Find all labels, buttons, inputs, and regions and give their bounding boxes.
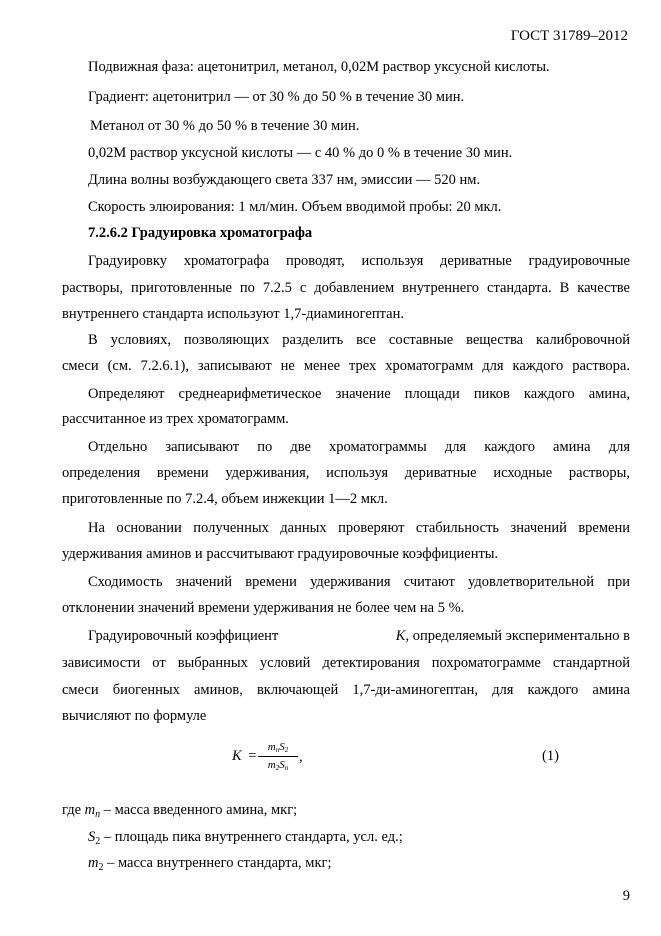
p7-k-symbol: K	[395, 628, 406, 644]
paragraph-5-line-1: На основании полученных данных проверяют стабильность значений времени	[88, 520, 630, 536]
paragraph-2-line-1: В условиях, позволяющих разделить все составные вещества калибровочной	[88, 332, 630, 348]
paragraph-7-line-2: зависимости от выбранных условий детектирования похроматограмме стандартной	[62, 655, 630, 671]
formula-k: K	[232, 748, 242, 764]
paragraph-4-line-1: Отдельно записывают по две хроматограммы для каждого амина для	[88, 439, 630, 455]
formula-lhs	[232, 748, 256, 765]
paragraph-4-line-2: определения времени удерживания, используя дериватные исходные растворы,	[62, 465, 630, 481]
mobile-phase-line: Подвижная фаза: ацетонитрил, метанол, 0,02М раствор уксусной кислоты.	[88, 59, 550, 75]
where-line-mn: где $m_n$ – масса введенного амина, мкг;	[62, 802, 298, 820]
formula-numerator: $m_nS_2$	[267, 741, 289, 754]
paragraph-4-line-3: приготовленные по 7.2.4, объем инжекции 1—2 мкл.	[62, 491, 388, 507]
section-heading: 7.2.6.2 Градуировка хроматографа	[88, 225, 313, 241]
paragraph-5-line-2: удерживания аминов и рассчитывают градуировочные коэффициенты.	[62, 546, 499, 562]
formula-number: (1)	[542, 748, 559, 764]
flow-rate-line: Скорость элюирования: 1 мл/мин. Объем вводимой пробы: 20 мкл.	[88, 199, 502, 215]
doc-code-header: ГОСТ 31789–2012	[510, 28, 628, 44]
paragraph-1-line-3: внутреннего стандарта используют 1,7-диаминогептан.	[62, 306, 404, 322]
formula-fraction	[258, 741, 298, 771]
paragraph-6-line-1: Сходимость значений времени удерживания считают удовлетворительной при	[88, 574, 630, 590]
where-line-m2: $m_2$ – масса внутреннего стандарта, мкг;	[88, 855, 332, 873]
fraction-bar	[258, 756, 298, 757]
paragraph-7-line-3: смеси биогенных аминов, включающей 1,7-ди-аминогептан, для каждого амина	[62, 682, 630, 698]
formula-comma: ,	[299, 749, 303, 765]
wavelength-line: Длина волны возбуждающего света 337 нм, эмиссии — 520 нм.	[88, 172, 481, 188]
paragraph-1-line-1: Градуировку хроматографа проводят, используя дериватные градуировочные	[88, 253, 630, 269]
paragraph-3-line-1: Определяют среднеарифметическое значение площади пиков каждого амина,	[88, 386, 630, 402]
paragraph-7-line-1	[88, 628, 630, 645]
paragraph-7-line-4: вычисляют по формуле	[62, 708, 207, 724]
where-line-s2: $S_2$ – площадь пика внутреннего стандарта, усл. ед.;	[88, 829, 403, 847]
formula-denominator: $m_2S_n$	[267, 759, 289, 772]
p7-term: Градуировочный коэффициент	[88, 628, 279, 644]
gradient-line: Градиент: ацетонитрил — от 30 % до 50 % в течение 30 мин.	[88, 89, 465, 105]
acetic-acid-line: 0,02М раствор уксусной кислоты — с 40 % до 0 % в течение 30 мин.	[88, 145, 513, 161]
p7-rest	[396, 628, 630, 645]
paragraph-6-line-2: отклонении значений времени удерживания не более чем на 5 %.	[62, 600, 465, 616]
p7-tail: , определяемый экспериментально в	[405, 628, 630, 644]
formula-equals: =	[248, 748, 257, 764]
paragraph-2-line-2: смеси (см. 7.2.6.1), записывают не менее трех хроматограмм для каждого раствора.	[62, 358, 630, 374]
page-number: 9	[622, 888, 630, 904]
paragraph-1-line-2: растворы, приготовленные по 7.2.5 с добавлением внутреннего стандарта. В качестве	[62, 280, 630, 296]
paragraph-3-line-2: рассчитанное из трех хроматограмм.	[62, 411, 289, 427]
methanol-line: Метанол от 30 % до 50 % в течение 30 мин.	[90, 118, 360, 134]
